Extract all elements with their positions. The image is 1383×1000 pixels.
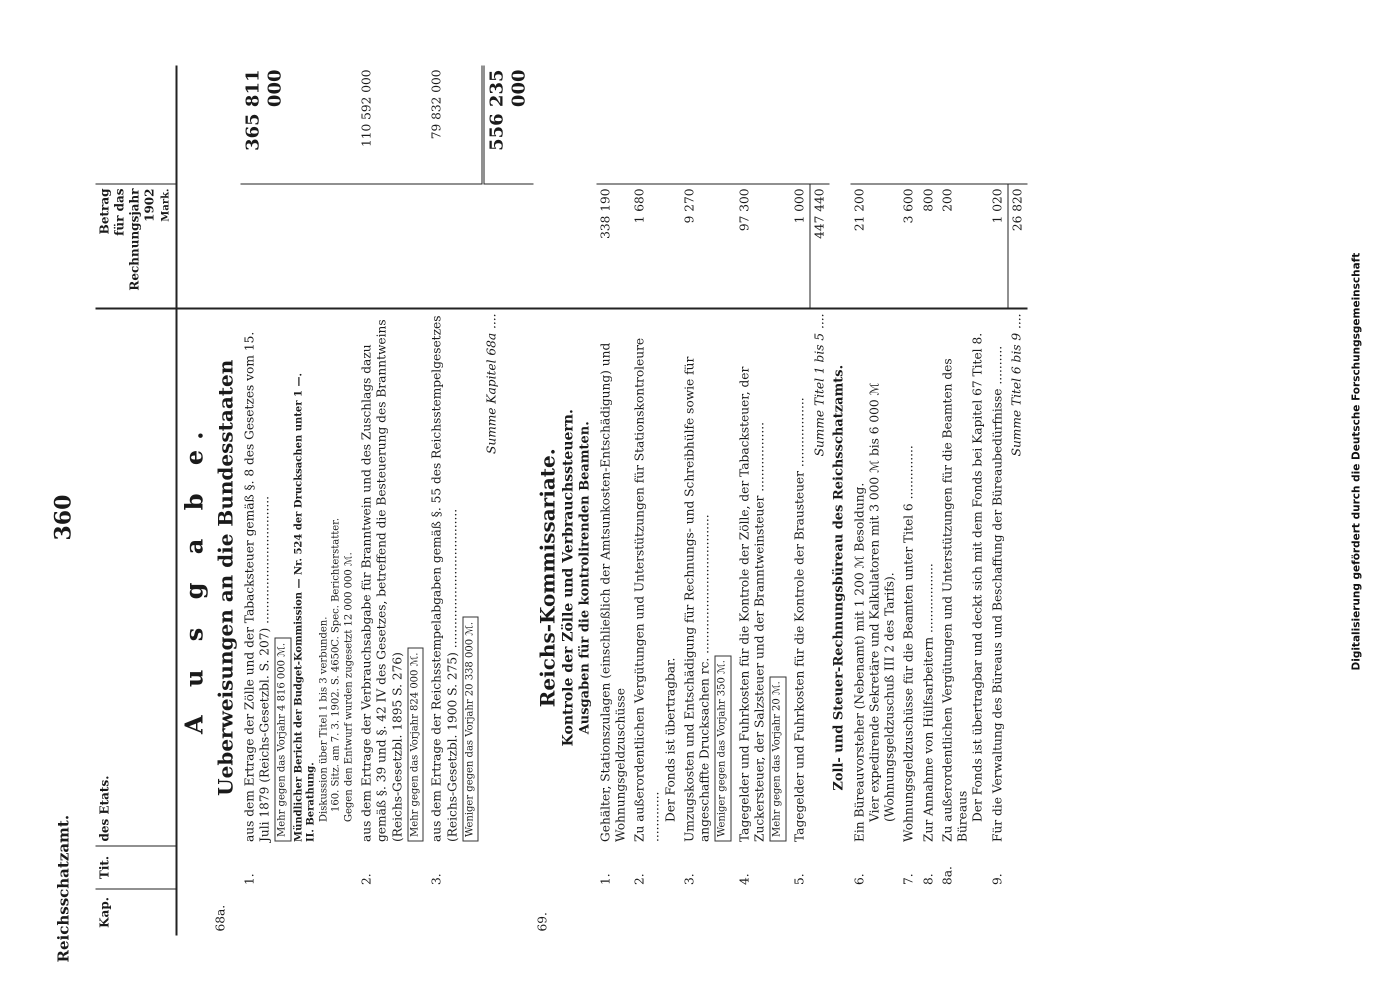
page-number: 360 — [50, 494, 76, 540]
amount-69-5: 1 000 — [791, 188, 806, 223]
kap-68a: 68a. — [212, 904, 227, 931]
budget-table — [95, 65, 1027, 935]
row-69-6-text2: Vier expedirende Sekretäre und Kalkulatoren mit 3 000 ℳ bis 6 000 ℳ (Wohnungsgeldzuschuß III 2 des Tarifs). — [866, 381, 896, 822]
row-69-1-text: Gehälter, Stationszulagen (einschließlich der Amtsunkosten-Entschädigung) und Wohnungsgeldzuschüsse — [596, 308, 631, 846]
row-69-4-note: Mehr gegen das Vorjahr 20 ℳ. — [769, 676, 786, 842]
rotated-page — [0, 30, 1383, 970]
tit-68a-3: 3. — [429, 872, 444, 885]
row-68a-2-text: aus dem Ertrage der Verbrauchsabgabe für Branntwein und des Zuschlags dazu gemäß §. 39 und §. 42 IV des Gesetzes, betreffend die Besteuerung des Branntweins (Reichs-Gesetzbl. 1895 S. 276) — [359, 318, 404, 842]
tit-69-9: 9. — [989, 872, 1004, 885]
bericht: Mündlicher Bericht der Budget-Kommission — Nr. 524 der Drucksachen unter 1 —. — [292, 372, 304, 842]
row-68a-1-text: aus dem Ertrage der Zölle und der Tabacksteuer gemäß §. 8 des Gesetzes vom 15. Juli 1879 (Reichs-Gesetzbl. S. 207) ................................. — [241, 331, 271, 842]
tit-69-4: 4. — [736, 872, 751, 885]
amount-69-8a: 200 — [939, 188, 954, 212]
row-69-8a-text2: Der Fonds ist übertragbar und deckt sich mit dem Fonds bei Kapitel 67 Titel 8. — [970, 332, 985, 822]
row-69-3-text: Umzugskosten und Entschädigung für Rechnungs- und Schreibhülfe sowie für angeschaffte Drucksachen rc. .................................... — [681, 356, 711, 842]
sitzung: 160. Sitz. am 7. 3. 1902. S. 4650C. Spec. Berichterstatter. — [330, 517, 341, 812]
tit-69-5: 5. — [791, 872, 806, 885]
col-betrag: Betrag für das Rechnungsjahr 1902 Mark. — [95, 184, 176, 309]
col-des-etats: des Etats. — [95, 308, 176, 846]
amount-69-9: 1 020 — [989, 188, 1004, 223]
row-69-5-text: Tagegelder und Fuhrkosten für die Kontrole der Brausteuer .................. — [790, 308, 810, 846]
tit-69-3: 3. — [681, 872, 696, 885]
ausgabe-title: A u s g a b e. — [178, 421, 208, 734]
row-69-9-text: Für die Verwaltung des Büreaus und Beschaffung der Büreaubedürfnisse .......... — [988, 308, 1008, 846]
digitization-credit: Digitalisierung gefördert durch die Deutsche Forschungsgemeinschaft — [1350, 252, 1362, 670]
amount-69-7: 3 600 — [901, 188, 916, 223]
beratung: II. Berathung. — [305, 761, 316, 842]
row-69-6-text: Ein Büreauvorsteher (Nebenamt) mit 1 200 ℳ Besoldung. — [851, 482, 866, 842]
row-69-2-text: Zu außerordentlichen Vergütungen und Unterstützungen für Stationskontroleure ............. — [632, 337, 662, 842]
amount-69-1: 338 190 — [597, 188, 612, 239]
page-header — [40, 30, 90, 970]
amount-69-2: 1 680 — [632, 188, 646, 223]
amount-69-3: 9 270 — [681, 188, 696, 223]
sum-69-69: 26 820 — [1007, 184, 1027, 309]
heading-69: Reichs-Kommissariate. — [534, 447, 559, 707]
row-68a-3-note: Weniger gegen das Vorjahr 20 338 000 ℳ. — [462, 616, 479, 841]
heading-68a: Ueberweisungen an die Bundesstaaten — [212, 359, 237, 796]
sum-68a: 556 235 000 — [485, 69, 530, 151]
sub2-69: Ausgaben für die kontrolirenden Beamten. — [577, 420, 593, 734]
tit-68a-2: 2. — [359, 872, 373, 885]
col-kap: Kap. — [95, 889, 176, 936]
row-69-2-text2: Der Fonds ist übertragbar. — [662, 657, 677, 822]
sub3-69: Zoll- und Steuer-Rechnungsbüreau des Reichsschatzamts. — [831, 364, 847, 791]
amount-69-8: 800 — [920, 188, 935, 212]
row-69-8-text: Zur Annahme von Hülfsarbeitern .................. — [919, 308, 938, 846]
amount-68a-2: 110 592 000 — [357, 65, 427, 184]
col-tit: Tit. — [95, 846, 176, 889]
sub1-69: Kontrole der Zölle und Verbrauchssteuern. — [559, 408, 576, 746]
tit-69-2: 2. — [632, 872, 646, 885]
col-total — [95, 65, 176, 184]
row-69-4-text: Tagegelder und Fuhrkosten für die Kontrole der Zölle, der Tabacksteuer, der Zuckersteuer, der Salzsteuer und der Branntweinsteuer .................. — [736, 366, 766, 842]
kap-69: 69. — [534, 911, 549, 931]
sum-69-69-label: Summe Titel 6 bis 9 .... — [1007, 308, 1027, 846]
amount-68a-3: 79 832 000 — [427, 65, 482, 184]
row-68a-2-note: Mehr gegen das Vorjahr 824 000 ℳ. — [407, 647, 424, 841]
tit-69-8a: 8a. — [939, 865, 954, 885]
row-69-8a-text: Zu außerordentlichen Vergütungen und Unterstützungen für die Beamten des Büreaus — [939, 357, 969, 842]
amount-68a-1: 365 811 000 — [241, 69, 285, 151]
tit-69-1: 1. — [597, 872, 612, 885]
entwurf: Gegen den Entwurf wurden zugesetzt 12 000 000 ℳ. — [342, 551, 354, 822]
amount-69-6: 21 200 — [851, 188, 866, 231]
diskussion: Diskussion über Titel 1 bis 3 verbunden. — [317, 616, 329, 822]
sum-69-15-label: Summe Titel 1 bis 5 .... — [810, 308, 830, 846]
tit-69-7: 7. — [901, 872, 916, 885]
tit-69-6: 6. — [851, 872, 866, 885]
sum-69-15: 447 440 — [810, 184, 830, 309]
row-69-3-note: Weniger gegen das Vorjahr 350 ℳ. — [714, 655, 731, 842]
amount-69-4: 97 300 — [736, 188, 751, 231]
row-69-7-text: Wohnungsgeldzuschüsse für die Beamten unter Titel 6 .............. — [899, 308, 918, 846]
tit-68a-1: 1. — [241, 872, 256, 885]
office-name: Reichsschatzamt. — [54, 814, 72, 962]
sum-68a-label: Summe Kapitel 68a .... — [482, 308, 533, 846]
row-68a-3-text: aus dem Ertrage der Reichsstempelabgaben gemäß §. 55 des Reichsstempelgesetzes (Reichs-Gesetzbl. 1900 S. 275) .................................... — [429, 315, 459, 842]
row-68a-1-note: Mehr gegen das Vorjahr 4 816 000 ℳ. — [274, 638, 291, 842]
tit-69-8: 8. — [920, 872, 935, 885]
